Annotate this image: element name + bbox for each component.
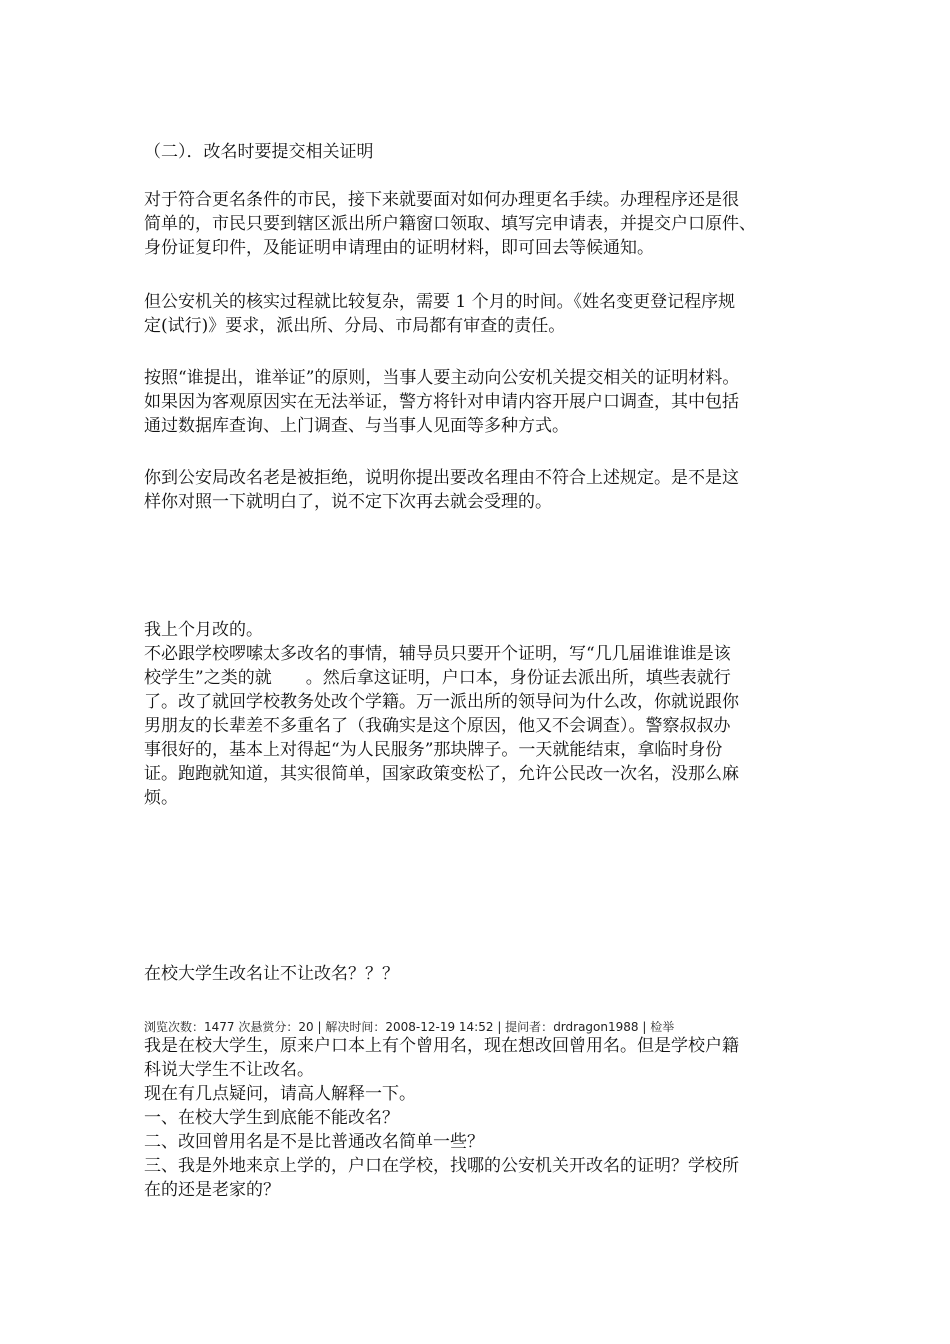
paragraph-rejection [144, 466, 812, 514]
text-line: 现在有几点疑问，请高人解释一下。 [144, 1084, 416, 1104]
text-line: 但公安机关的核实过程就比较复杂，需要 1 个月的时间。《姓名变更登记程序规 [144, 292, 736, 312]
paragraph-verification [144, 290, 812, 338]
text-line: 我是在校大学生，原来户口本上有个曾用名，现在想改回曾用名。但是学校户籍 [144, 1036, 739, 1056]
text-line: 如果因为客观原因实在无法举证，警方将针对申请内容开展户口调查，其中包括 [144, 392, 739, 412]
separator: | [493, 1020, 506, 1034]
asker-name: drdragon1988 [553, 1020, 639, 1034]
text-line: 一、在校大学生到底能不能改名？ [144, 1108, 399, 1128]
separator: | [313, 1020, 326, 1034]
text-line: 按照“谁提出，谁举证”的原则，当事人要主动向公安机关提交相关的证明材料。 [144, 368, 740, 388]
text-line: 证。跑跑就知道，其实很简单，国家政策变松了，允许公民改一次名，没那么麻 [144, 764, 739, 784]
report-link[interactable]: 检举 [650, 1020, 675, 1034]
text-line: 男朋友的长辈差不多重名了（我确实是这个原因，他又不会调查）。警察叔叔办 [144, 716, 731, 736]
text-line: 在的还是老家的？ [144, 1180, 280, 1200]
paragraph-evidence [144, 366, 812, 438]
paragraph-procedure [144, 188, 812, 260]
question-meta [144, 1020, 812, 1034]
separator: | [638, 1020, 651, 1034]
asker-label: 提问者： [505, 1020, 554, 1034]
text-line: 二、改回曾用名是不是比普通改名简单一些？ [144, 1132, 484, 1152]
paragraph-experience [144, 618, 812, 810]
text-line: 你到公安局改名老是被拒绝，说明你提出要改名理由不符合上述规定。是不是这 [144, 468, 739, 488]
text-line: 对于符合更名条件的市民，接下来就要面对如何办理更名手续。办理程序还是很 [144, 190, 739, 210]
time-label: 解决时间： [325, 1020, 386, 1034]
question-body [144, 1034, 812, 1202]
reward-label: 次悬赏分： [234, 1020, 299, 1034]
text-line: 事很好的，基本上对得起“为人民服务”那块牌子。一天就能结束，拿临时身份 [144, 740, 723, 760]
text-line: 烦。 [144, 788, 178, 808]
text-line: 不必跟学校啰嗦太多改名的事情，辅导员只要开个证明，写“几几届谁谁谁是该 [144, 644, 731, 664]
text-line: 通过数据库查询、上门调查、与当事人见面等多种方式。 [144, 416, 569, 436]
text-line: 科说大学生不让改名。 [144, 1060, 314, 1080]
reward-value: 20 [298, 1020, 314, 1034]
text-line: 三、我是外地来京上学的，户口在学校，找哪的公安机关开改名的证明？学校所 [144, 1156, 739, 1176]
text-line: 我上个月改的。 [144, 620, 263, 640]
section-heading: （二）．改名时要提交相关证明 [144, 142, 374, 162]
views-count: 1477 [204, 1020, 235, 1034]
text-line: 了。改了就回学校教务处改个学籍。万一派出所的领导问为什么改，你就说跟你 [144, 692, 739, 712]
text-line: 样你对照一下就明白了，说不定下次再去就会受理的。 [144, 492, 552, 512]
text-line: 定(试行)》要求，派出所、分局、市局都有审查的责任。 [144, 316, 566, 336]
text-line: 校学生”之类的就 。然后拿这证明，户口本，身份证去派出所，填些表就行 [144, 668, 731, 688]
text-line: 简单的，市民只要到辖区派出所户籍窗口领取、填写完申请表，并提交户口原件、 [144, 214, 756, 234]
views-label: 浏览次数： [144, 1020, 205, 1034]
question-title: 在校大学生改名让不让改名？？？ [144, 964, 399, 984]
resolved-time: 2008-12-19 14:52 [385, 1020, 494, 1034]
text-line: 身份证复印件，及能证明申请理由的证明材料，即可回去等候通知。 [144, 238, 654, 258]
